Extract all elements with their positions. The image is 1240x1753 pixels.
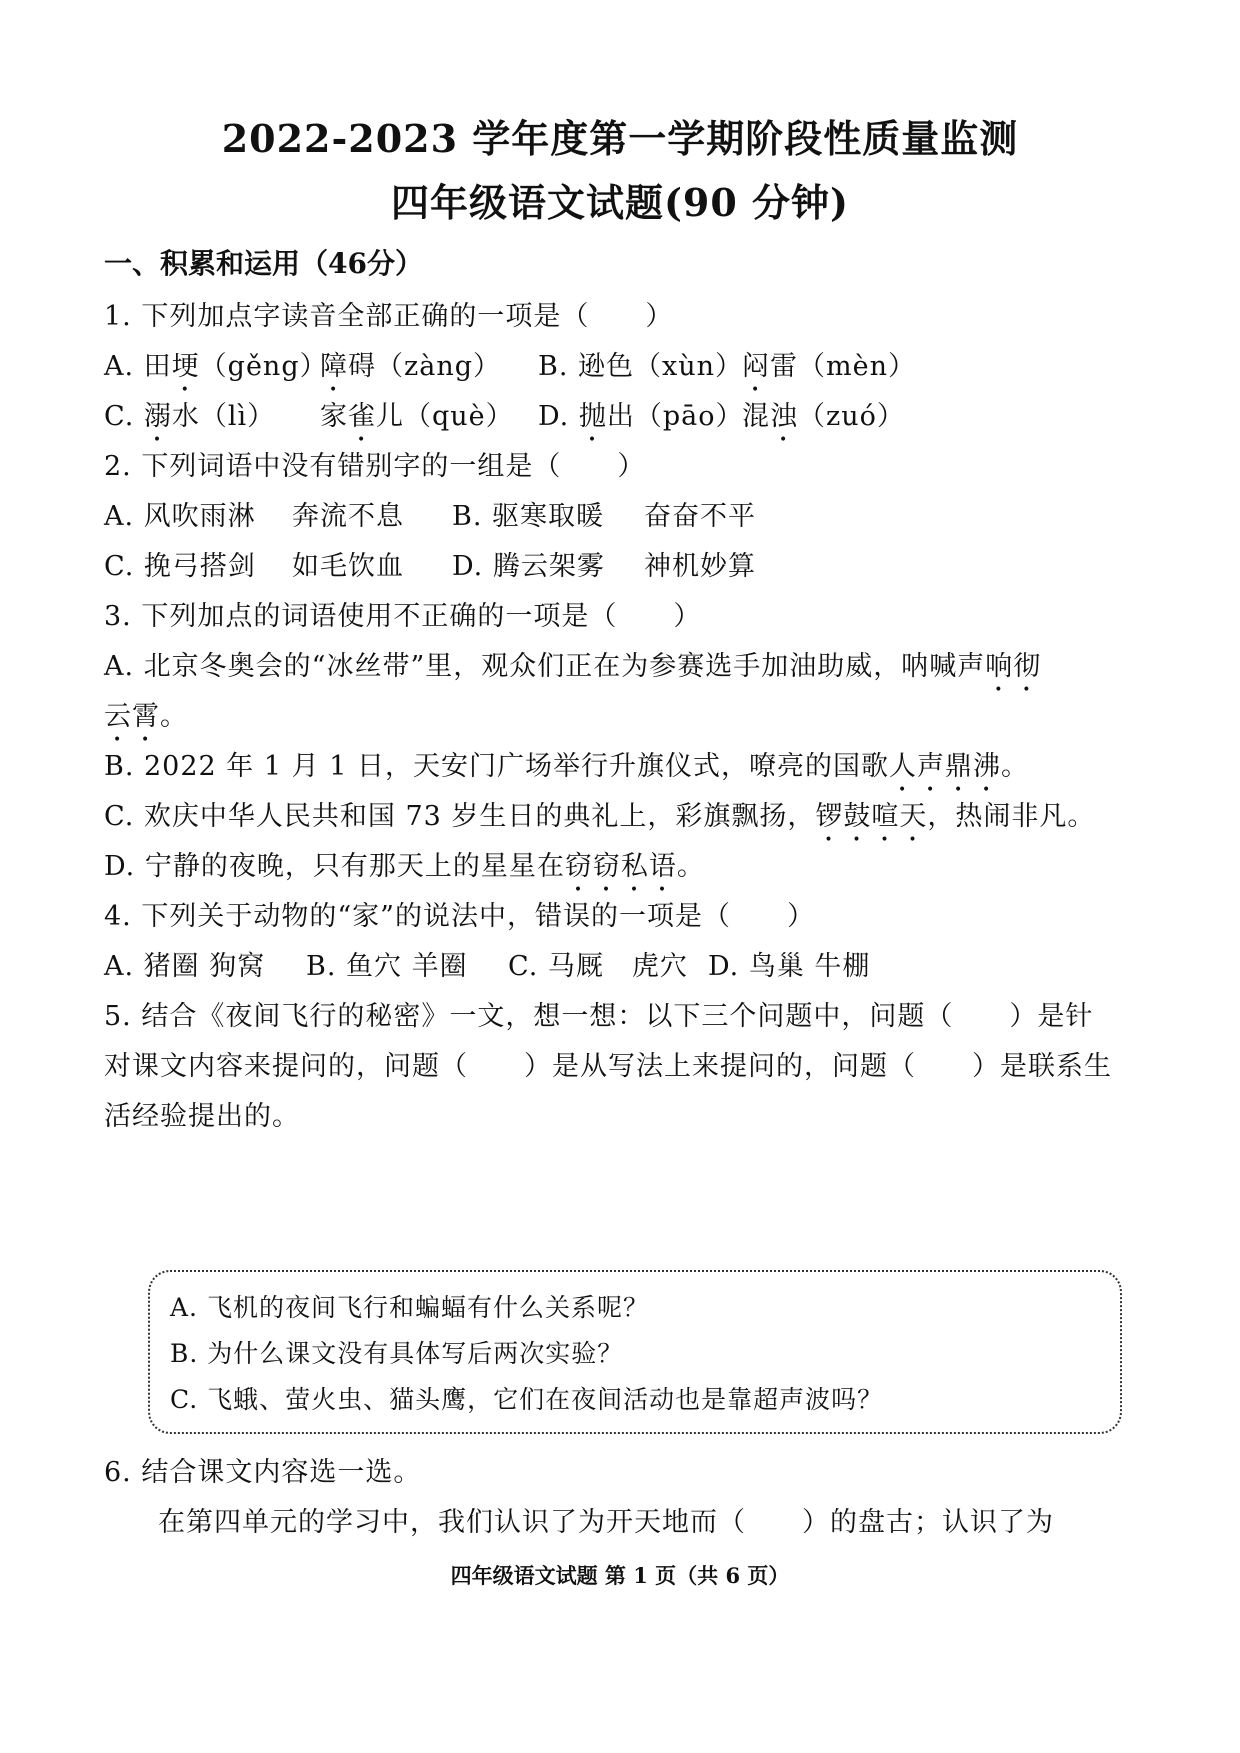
q6-line-1: 在第四单元的学习中，我们认识了为开天地而（ ）的盘古；认识了为 bbox=[158, 1507, 1054, 1538]
q1-option-d2: 混浊（zuó） bbox=[742, 401, 905, 432]
q1-stem: 1. 下列加点字读音全部正确的一项是（ ） bbox=[104, 301, 674, 332]
q1-option-b2: 闷雷（mèn） bbox=[742, 351, 916, 382]
q5-box-item-c: C. 飞蛾、萤火虫、猫头鹰，它们在夜间活动也是靠超声波吗？ bbox=[170, 1385, 884, 1414]
q2-option-c1: C. 挽弓搭剑 bbox=[104, 551, 256, 582]
q4-option-a: A. 猪圈 狗窝 bbox=[104, 951, 266, 982]
q1-option-d1: D. 抛出（pāo） bbox=[538, 401, 744, 432]
q3-option-c: C. 欢庆中华人民共和国 73 岁生日的典礼上，彩旗飘扬，锣鼓喧天，热闹非凡。 bbox=[104, 801, 1096, 832]
q5-box-item-b: B. 为什么课文没有具体写后两次实验？ bbox=[170, 1339, 624, 1368]
q1-option-a2: 障碍（zàng） bbox=[320, 351, 501, 382]
page-footer: 四年级语文试题 第 1 页（共 6 页） bbox=[450, 1563, 790, 1588]
q5-box-item-a: A. 飞机的夜间飞行和蝙蝠有什么关系呢？ bbox=[170, 1293, 649, 1322]
q3-option-d: D. 宁静的夜晚，只有那天上的星星在窃窃私语。 bbox=[104, 851, 705, 882]
q4-stem: 4. 下列关于动物的“家”的说法中，错误的一项是（ ） bbox=[104, 901, 815, 932]
q4-option-c: C. 马厩 虎穴 bbox=[508, 951, 688, 982]
q1-option-c2: 家雀儿（què） bbox=[320, 401, 514, 432]
q4-option-b: B. 鱼穴 羊圈 bbox=[306, 951, 468, 982]
section-heading: 一、积累和运用（46分） bbox=[104, 247, 423, 280]
q2-option-a1: A. 风吹雨淋 bbox=[104, 501, 256, 532]
q5-line-2: 对课文内容来提问的，问题（ ）是从写法上来提问的，问题（ ）是联系生 bbox=[104, 1051, 1112, 1082]
q6-stem: 6. 结合课文内容选一选。 bbox=[104, 1457, 422, 1488]
q2-option-a2: 奔流不息 bbox=[292, 501, 404, 532]
q2-stem: 2. 下列词语中没有错别字的一组是（ ） bbox=[104, 451, 646, 482]
q5-line-1: 5. 结合《夜间飞行的秘密》一文，想一想：以下三个问题中，问题（ ）是针 bbox=[104, 1001, 1094, 1032]
q2-option-d2: 神机妙算 bbox=[644, 551, 756, 582]
q1-option-b1: B. 逊色（xùn） bbox=[538, 351, 744, 382]
q3-option-a: A. 北京冬奥会的“冰丝带”里，观众们正在为参赛选手加油助威，呐喊声响彻 bbox=[104, 651, 1042, 682]
q2-option-b1: B. 驱寒取暖 bbox=[452, 501, 605, 532]
exam-title: 2022-2023 学年度第一学期阶段性质量监测 bbox=[221, 116, 1019, 161]
q3-stem: 3. 下列加点的词语使用不正确的一项是（ ） bbox=[104, 601, 702, 632]
q2-option-d1: D. 腾云架雾 bbox=[452, 551, 605, 582]
q2-option-b2: 奋奋不平 bbox=[644, 501, 756, 532]
q4-option-d: D. 鸟巢 牛棚 bbox=[708, 951, 871, 982]
q2-option-c2: 如毛饮血 bbox=[292, 551, 404, 582]
q5-line-3: 活经验提出的。 bbox=[104, 1101, 300, 1132]
q1-option-a1: A. 田埂（gěng） bbox=[104, 351, 328, 382]
q1-option-c1: C. 溺水（lì） bbox=[104, 401, 276, 432]
q3-option-a-cont: 云霄。 bbox=[104, 701, 188, 732]
exam-subtitle: 四年级语文试题(90 分钟) bbox=[390, 180, 850, 225]
q3-option-b: B. 2022 年 1 月 1 日，天安门广场举行升旗仪式，嘹亮的国歌人声鼎沸。 bbox=[104, 751, 1029, 782]
